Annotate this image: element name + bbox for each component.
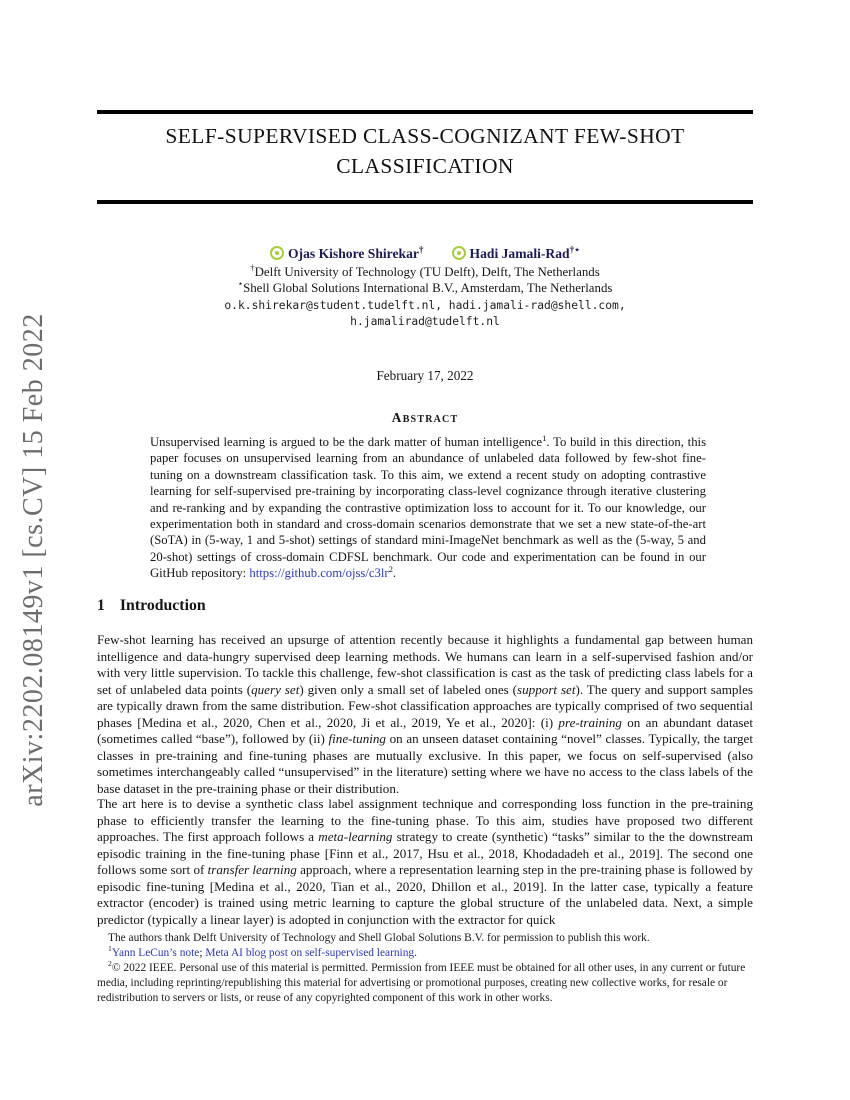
hyperlink[interactable]: Yann LeCun’s note bbox=[111, 947, 200, 960]
footnote-2: $^2$© 2022 IEEE. Personal use of this material is permitted. Permission from IEEE must be obtained for all other uses, in any current or future media, including reprinting/republishing this material for advertising or promotional purposes, creating new collective works, for resale or redistribution to servers or lists, or reuse of any copyrighted component of this work in other works. bbox=[97, 959, 746, 1005]
orcid-icon bbox=[270, 246, 284, 260]
abstract-text: Unsupervised learning is argued to be the dark matter of human intelligence$^1$. To build in this direction, this paper focuses on unsupervised learning from an abundance of unlabeled data followed by few-shot fine-tuning on a downstream classification task. To this aim, we extend a recent study on adopting contrastive learning for self-supervised pre-training by incorporating class-level cognizance through iterative clustering and re-ranking and by expanding the contrastive optimization loss to account for it. To our knowledge, our experimentation both in standard and cross-domain scenarios demonstrate that we set a new state-of-the-art (SoTA) in (5-way, 1 and 5-shot) settings of standard mini-ImageNet benchmark as well as the (5-way, 5 and 20-shot) settings of cross-domain CDFSL benchmark. Our code and experimentation can be found in our GitHub repository: $https://github.com/ojss/c3lr^2$. bbox=[150, 432, 707, 581]
author-1-name: Ojas Kishore Shirekar bbox=[287, 246, 419, 261]
arxiv-stamp: arXiv:2202.08149v1 [cs.CV] 15 Feb 2022 bbox=[18, 313, 49, 807]
author-2 bbox=[452, 245, 580, 262]
section-number: 1 bbox=[97, 597, 105, 614]
title-rule-top bbox=[97, 110, 753, 114]
affiliation-1-marker: † bbox=[250, 262, 255, 273]
author-emails-line-2: h.jamalirad@tudelft.nl bbox=[350, 315, 500, 329]
author-2-marker: †⋆ bbox=[569, 244, 581, 255]
author-1 bbox=[270, 245, 424, 262]
section-title: Introduction bbox=[119, 597, 206, 614]
hyperlink[interactable]: https://github.com/ojss/c3lr bbox=[249, 566, 389, 581]
paper-date: February 17, 2022 bbox=[376, 368, 474, 383]
affiliation-1 bbox=[97, 262, 753, 281]
intro-paragraph-2: The art here is to devise a synthetic class label assignment technique and corresponding loss function in the pre-training phase to efficiently transfer the learning to the fine-tuning phase. To this aim, studies have proposed two different approaches. The first approach follows a meta-learning strategy to create (synthetic) “tasks” similar to the the downstream episodic training in the fine-tuning phase [Finn et al., 2017, Hsu et al., 2018, Khodadadeh et al., 2019]. The second one follows some sort of transfer learning approach, where a representation learning step in the pre-training phase is followed by episodic fine-tuning [Medina et al., 2020, Tian et al., 2020, Dhillon et al., 2019]. In the latter case, typically a feature extractor (encoder) is trained using metric learning to capture the global structure of the unlabeled data. Next, a simple predictor (typically a linear layer) is adopted in conjunction with the extractor for quick bbox=[97, 796, 754, 927]
author-2-name: Hadi Jamali-Rad bbox=[469, 246, 570, 261]
section-heading-introduction bbox=[97, 597, 753, 615]
footnote-1: $^1$Yann LeCun’s note; Meta AI blog post on self-supervised learning. bbox=[108, 944, 417, 960]
author-emails-line-1: o.k.shirekar@student.tudelft.nl, hadi.jamali-rad@shell.com, bbox=[224, 298, 626, 312]
author-block bbox=[97, 245, 753, 330]
footnote-block bbox=[97, 931, 753, 1006]
affiliation-1-text: Delft University of Technology (TU Delft), Delft, The Netherlands bbox=[254, 265, 600, 279]
abstract-heading: Abstract bbox=[391, 410, 459, 425]
affiliation-2-marker: ⋆ bbox=[237, 278, 244, 289]
hyperlink[interactable]: Meta AI blog post on self-supervised learning bbox=[205, 947, 415, 960]
author-1-marker: † bbox=[418, 244, 424, 255]
title-rule-bottom bbox=[97, 200, 753, 204]
page-title: SELF-SUPERVISED CLASS-COGNIZANT FEW-SHOT CLASSIFICATION bbox=[165, 124, 685, 178]
intro-paragraph-1: Few-shot learning has received an upsurge of attention recently because it highlights a fundamental gap between human intelligence and data-hungry supervised deep learning methods. We humans can learn in a self-supervised fashion and/or with very little supervision. To tackle this challenge, few-shot classification is cast as the task of predicting class labels for a set of unlabeled data points (query set) given only a small set of labeled ones (support set). The query and support samples are typically drawn from the same distribution. Few-shot classification approaches are typically comprised of two sequential phases [Medina et al., 2020, Chen et al., 2020, Ji et al., 2019, Ye et al., 2020]: (i) pre-training on an abundant dataset (sometimes called “base”), followed by (ii) fine-tuning on an unseen dataset containing “novel” classes. Typically, the target classes in pre-training and fine-tuning phases are mutually exclusive. In this paper, we focus on self-supervised (also sometimes interchangeably called “unsupervised” in the literature) setting where we have no access to the class labels of the base dataset in the pre-training phase or their distribution. bbox=[97, 632, 753, 796]
author-names-line bbox=[97, 245, 753, 262]
affiliation-2 bbox=[97, 278, 753, 297]
orcid-icon bbox=[452, 246, 466, 260]
footnote-acknowledgement: The authors thank Delft University of Technology and Shell Global Solutions B.V. for permission to publish this work. bbox=[108, 932, 650, 944]
affiliation-2-text: Shell Global Solutions International B.V., Amsterdam, The Netherlands bbox=[243, 280, 613, 295]
